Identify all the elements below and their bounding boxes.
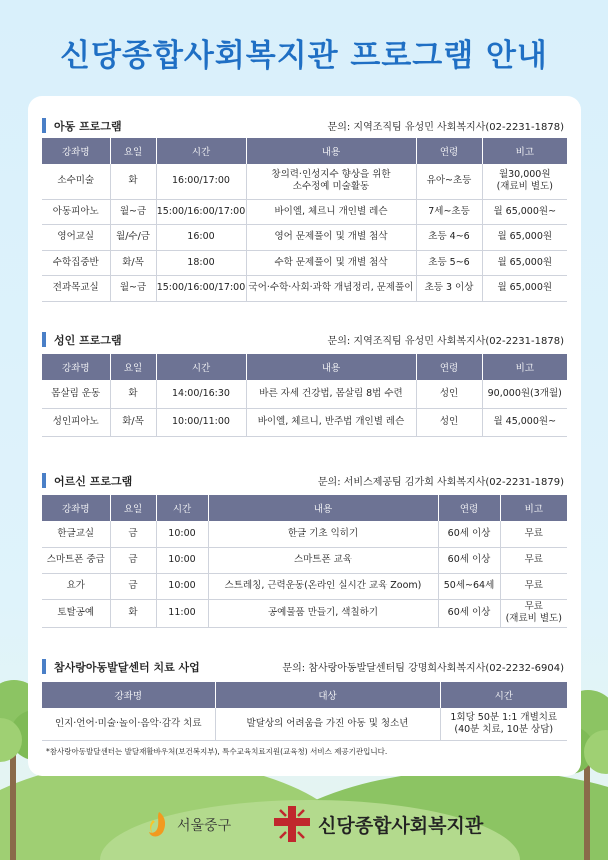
senior-program-table bbox=[42, 495, 567, 628]
table-cell: 수학 문제풀이 및 개별 첨삭 bbox=[246, 250, 416, 276]
table-cell: 유아~초등 bbox=[416, 164, 482, 199]
table-cell: 성인 bbox=[416, 380, 482, 408]
section-contact: 문의: 지역조직팀 유성민 사회복지사(02-2231-1878) bbox=[327, 336, 564, 347]
column-header: 강좌명 bbox=[42, 682, 215, 708]
table-cell: 15:00/16:00/17:00 bbox=[156, 276, 246, 302]
section-contact: 문의: 지역조직팀 유성민 사회복지사(02-2231-1878) bbox=[327, 122, 564, 133]
column-header: 내용 bbox=[246, 138, 416, 164]
section-title: 성인 프로그램 bbox=[54, 334, 122, 347]
seoul-junggu-logo-icon bbox=[145, 810, 171, 840]
section-marker bbox=[42, 473, 46, 488]
column-header: 비고 bbox=[500, 495, 567, 521]
table-cell: 스마트폰 교육 bbox=[208, 547, 438, 573]
table-cell: 10:00 bbox=[156, 573, 208, 599]
column-header: 내용 bbox=[208, 495, 438, 521]
table-cell: 15:00/16:00/17:00 bbox=[156, 199, 246, 225]
table-row bbox=[42, 276, 567, 302]
table-cell: 요가 bbox=[42, 573, 110, 599]
table-cell: 화/목 bbox=[110, 408, 156, 436]
column-header: 요일 bbox=[110, 138, 156, 164]
table-row bbox=[42, 250, 567, 276]
table-row bbox=[42, 408, 567, 436]
table-cell: 10:00 bbox=[156, 547, 208, 573]
table-cell: 공예물품 만들기, 색칠하기 bbox=[208, 599, 438, 627]
section-marker bbox=[42, 118, 46, 133]
table-cell: 화 bbox=[110, 380, 156, 408]
column-header: 강좌명 bbox=[42, 495, 110, 521]
table-cell: 화/목 bbox=[110, 250, 156, 276]
table-cell: 월~금 bbox=[110, 199, 156, 225]
table-cell: 토탈공예 bbox=[42, 599, 110, 627]
section-title: 아동 프로그램 bbox=[54, 120, 122, 133]
table-cell: 전과목교실 bbox=[42, 276, 110, 302]
table-cell: 영어교실 bbox=[42, 225, 110, 251]
table-cell: 소수미술 bbox=[42, 164, 110, 199]
table-cell: 월 65,000원 bbox=[482, 250, 567, 276]
center-name: 신당종합사회복지관 bbox=[318, 815, 484, 837]
column-header: 시간 bbox=[156, 495, 208, 521]
page-title: 신당종합사회복지관 프로그램 안내 bbox=[60, 38, 548, 74]
table-cell: 60세 이상 bbox=[438, 521, 500, 547]
section-header-child bbox=[42, 116, 564, 136]
section-marker bbox=[42, 659, 46, 674]
table-cell: 한글교실 bbox=[42, 521, 110, 547]
table-row bbox=[42, 199, 567, 225]
column-header: 내용 bbox=[246, 354, 416, 380]
table-cell: 11:00 bbox=[156, 599, 208, 627]
column-header: 시간 bbox=[440, 682, 567, 708]
table-cell: 월/수/금 bbox=[110, 225, 156, 251]
district-name: 서울중구 bbox=[177, 818, 232, 834]
section-header-adult bbox=[42, 330, 564, 350]
column-header: 시간 bbox=[156, 138, 246, 164]
table-cell: 무료 bbox=[500, 521, 567, 547]
column-header: 연령 bbox=[416, 138, 482, 164]
table-row bbox=[42, 573, 567, 599]
table-cell: 무료 bbox=[500, 573, 567, 599]
column-header: 비고 bbox=[482, 138, 567, 164]
table-cell: 월30,000원 (재료비 별도) bbox=[482, 164, 567, 199]
table-cell: 화 bbox=[110, 599, 156, 627]
table-cell: 16:00/17:00 bbox=[156, 164, 246, 199]
table-cell: 월 65,000원~ bbox=[482, 199, 567, 225]
footer bbox=[0, 800, 608, 850]
table-cell: 10:00 bbox=[156, 521, 208, 547]
column-header: 요일 bbox=[110, 495, 156, 521]
table-cell: 월~금 bbox=[110, 276, 156, 302]
column-header: 비고 bbox=[482, 354, 567, 380]
column-header: 강좌명 bbox=[42, 354, 110, 380]
table-row bbox=[42, 547, 567, 573]
column-header: 연령 bbox=[416, 354, 482, 380]
table-cell: 금 bbox=[110, 573, 156, 599]
section-contact: 문의: 서비스제공팀 김가희 사회복지사(02-2231-1879) bbox=[317, 477, 564, 488]
table-cell: 화 bbox=[110, 164, 156, 199]
table-cell: 18:00 bbox=[156, 250, 246, 276]
column-header: 요일 bbox=[110, 354, 156, 380]
table-row bbox=[42, 708, 567, 740]
table-cell: 무료 bbox=[500, 547, 567, 573]
table-cell: 무료 (재료비 별도) bbox=[500, 599, 567, 627]
table-cell: 7세~초등 bbox=[416, 199, 482, 225]
table-cell: 아동피아노 bbox=[42, 199, 110, 225]
table-cell: 스트레칭, 근력운동(온라인 실시간 교육 Zoom) bbox=[208, 573, 438, 599]
table-cell: 인지·언어·미술·놀이·음악·감각 치료 bbox=[42, 708, 215, 740]
table-cell: 바른 자세 건강법, 몸살림 8법 수련 bbox=[246, 380, 416, 408]
table-cell: 50세~64세 bbox=[438, 573, 500, 599]
table-cell: 국어·수학·사회·과학 개념정리, 문제풀이 bbox=[246, 276, 416, 302]
section-marker bbox=[42, 332, 46, 347]
section-title: 어르신 프로그램 bbox=[54, 475, 133, 488]
table-cell: 스마트폰 중급 bbox=[42, 547, 110, 573]
column-header: 대상 bbox=[215, 682, 440, 708]
table-cell: 성인피아노 bbox=[42, 408, 110, 436]
child-program-table bbox=[42, 138, 567, 302]
cross-logo-icon bbox=[272, 804, 312, 844]
table-cell: 수학집중반 bbox=[42, 250, 110, 276]
table-cell: 월 45,000원~ bbox=[482, 408, 567, 436]
section-contact: 문의: 참사랑아동발달센터팀 강명희사회복지사(02-2232-6904) bbox=[282, 663, 564, 674]
table-row bbox=[42, 521, 567, 547]
table-row bbox=[42, 164, 567, 199]
column-header: 시간 bbox=[156, 354, 246, 380]
table-cell: 60세 이상 bbox=[438, 599, 500, 627]
section-header-senior bbox=[42, 471, 564, 491]
table-cell: 발달상의 어려움을 가진 아동 및 청소년 bbox=[215, 708, 440, 740]
column-header: 연령 bbox=[438, 495, 500, 521]
table-cell: 60세 이상 bbox=[438, 547, 500, 573]
table-cell: 1회당 50분 1:1 개별치료 (40분 치료, 10분 상담) bbox=[440, 708, 567, 740]
table-cell: 창의력·인성지수 향상을 위한 소수정예 미술활동 bbox=[246, 164, 416, 199]
table-cell: 바이엘, 체르니 개인별 레슨 bbox=[246, 199, 416, 225]
table-cell: 10:00/11:00 bbox=[156, 408, 246, 436]
table-row bbox=[42, 599, 567, 627]
section-header-therapy bbox=[42, 657, 564, 677]
table-cell: 영어 문제풀이 및 개별 첨삭 bbox=[246, 225, 416, 251]
table-cell: 월 65,000원 bbox=[482, 276, 567, 302]
table-cell: 금 bbox=[110, 521, 156, 547]
table-cell: 성인 bbox=[416, 408, 482, 436]
table-cell: 14:00/16:30 bbox=[156, 380, 246, 408]
adult-program-table bbox=[42, 354, 567, 437]
section-title: 참사랑아동발달센터 치료 사업 bbox=[54, 661, 200, 674]
table-cell: 바이엘, 체르니, 반주법 개인별 레슨 bbox=[246, 408, 416, 436]
therapy-program-table bbox=[42, 682, 567, 741]
table-cell: 금 bbox=[110, 547, 156, 573]
column-header: 강좌명 bbox=[42, 138, 110, 164]
footnote: *참사랑아동발달센터는 발달재활바우처(보건복지부), 특수교육치료지원(교육청) 서비스 제공기관입니다. bbox=[46, 747, 388, 756]
table-cell: 초등 4~6 bbox=[416, 225, 482, 251]
table-cell: 16:00 bbox=[156, 225, 246, 251]
table-row bbox=[42, 380, 567, 408]
table-cell: 한글 기초 익히기 bbox=[208, 521, 438, 547]
table-cell: 초등 3 이상 bbox=[416, 276, 482, 302]
table-cell: 몸살림 운동 bbox=[42, 380, 110, 408]
table-cell: 초등 5~6 bbox=[416, 250, 482, 276]
table-cell: 90,000원(3개월) bbox=[482, 380, 567, 408]
table-cell: 월 65,000원 bbox=[482, 225, 567, 251]
table-row bbox=[42, 225, 567, 251]
